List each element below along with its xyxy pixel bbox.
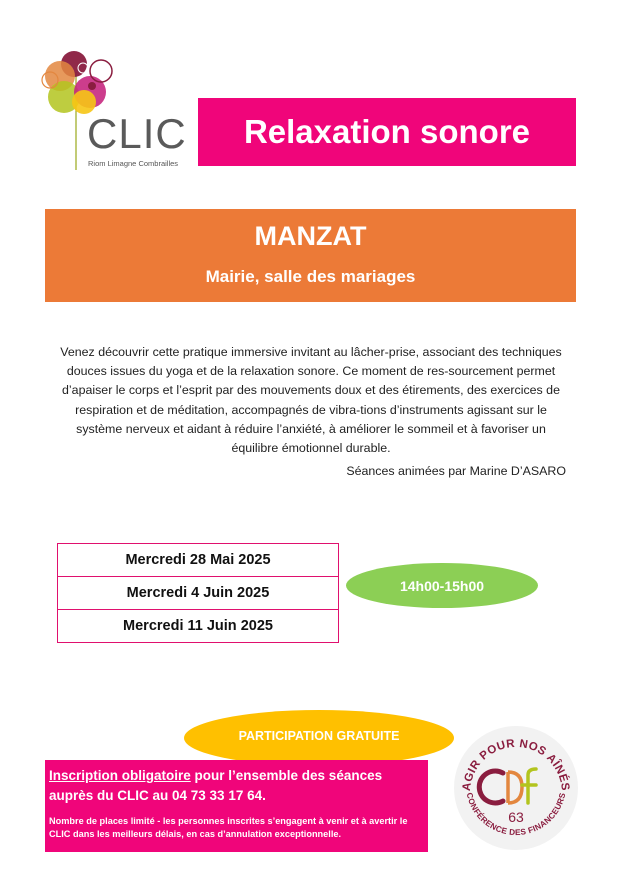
- signup-line-1: [49, 768, 382, 783]
- signup-emphasis: Inscription obligatoire: [49, 768, 191, 783]
- clic-logo: [40, 42, 185, 174]
- location-room: Mairie, salle des mariages: [205, 267, 416, 286]
- cdf-seal: [452, 723, 580, 853]
- title-banner: [198, 98, 576, 166]
- time-badge: 14h00-15h00: [346, 563, 538, 608]
- clic-logo-name: CLIC: [87, 110, 187, 157]
- signup-box: [45, 760, 428, 852]
- signup-rest: pour l’ensemble des séances: [190, 768, 383, 783]
- seal-bottom-text: CONFÉRENCE DES FINANCEURS: [464, 791, 568, 838]
- page-title: Relaxation sonore: [243, 113, 531, 150]
- location-city: MANZAT: [254, 221, 367, 251]
- description-text: Venez découvrir cette pratique immersive invitant au lâcher-prise, associant des techniques douces issues du yoga et de la relaxation sonore. Ce moment de res-sourcement permet d’apaiser le corps et l’esprit par des mouvements doux et des étirements, des exercices de respiration et de méditation, accompagnés de vibra-tions d’instruments agissant sur le système nerveux et aidant à réduire l’anxiété, à améliorer le sommeil et à favoriser un équilibre émotionnel durable.: [60, 345, 562, 456]
- participation-label: PARTICIPATION GRATUITE: [238, 729, 400, 743]
- seal-number: 63: [508, 809, 524, 825]
- date-row: Mercredi 28 Mai 2025: [58, 544, 338, 577]
- participation-badge: [184, 710, 454, 766]
- seal-top-text: AGIR POUR NOS AÎNÉS: [460, 737, 572, 792]
- facilitator-credit: Séances animées par Marine D’ASARO: [346, 464, 566, 478]
- signup-phone-line: auprès du CLIC au 04 73 33 17 64.: [49, 788, 266, 803]
- location-block: [45, 209, 576, 302]
- cdf-seal-graphic: [452, 723, 580, 853]
- clic-logo-subtitle: Riom Limagne Combrailles: [88, 159, 179, 168]
- date-row: Mercredi 4 Juin 2025: [58, 577, 338, 610]
- signup-note: Nombre de places limité - les personnes inscrites s’engagent à venir et à avertir le CLIC dans les meilleurs délais, en cas d’annulation exceptionnelle.: [49, 816, 408, 839]
- dates-table: [57, 543, 339, 643]
- date-row: Mercredi 11 Juin 2025: [123, 618, 273, 634]
